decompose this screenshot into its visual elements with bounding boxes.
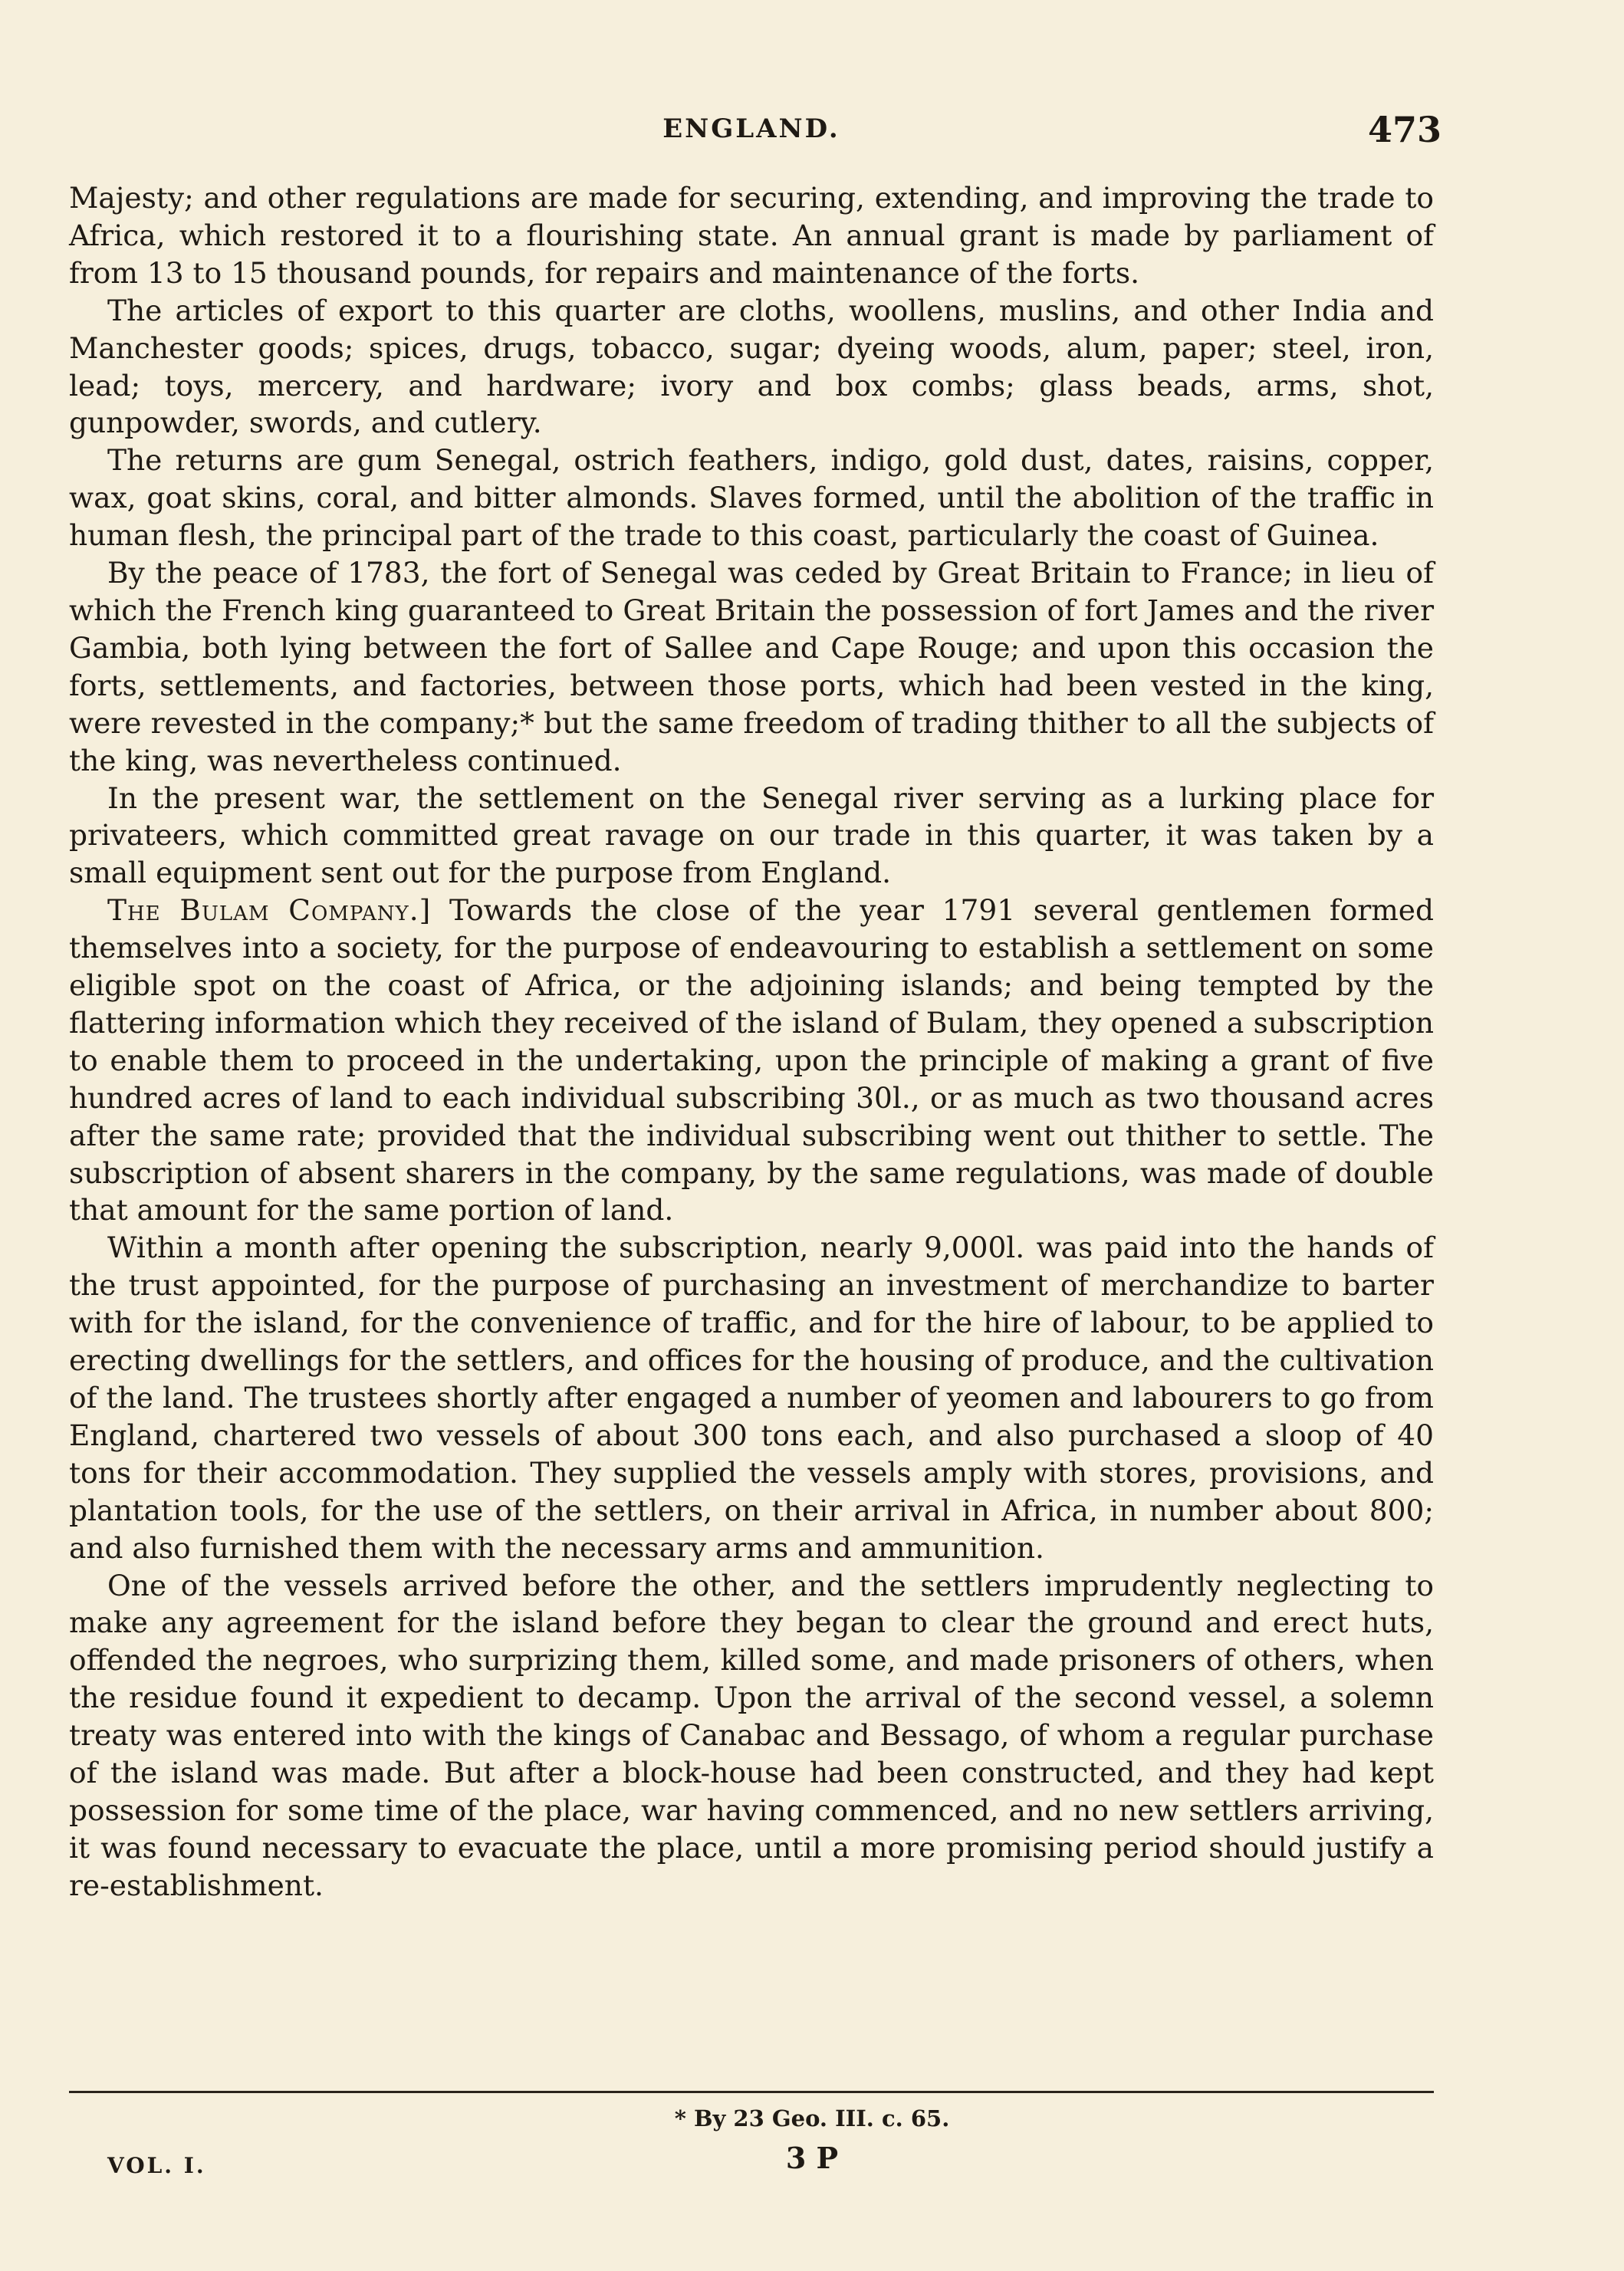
footnote: * By 23 Geo. III. c. 65. bbox=[674, 2105, 950, 2131]
section-heading: The Bulam Company.] bbox=[107, 893, 432, 928]
bulam-text: Towards the close of the year 1791 several gentlemen formed themselves into a society, for the purpose of endeavouring to establish a settlement on some eligible spot on the coast of Africa, or the adjoining islands; and being tempted by the flattering information which they received of the island of Bulam, they opened a subscription to enable them to proceed in the undertaking, upon the principle of making a grant of five hundred acres of land to each individual subscribing 30l., or as much as two thousand acres after the same rate; provided that the individual subscribing went out thither to settle. The subscription of absent sharers in the company, by the same regulations, was made of double that amount for the same portion of land. bbox=[69, 893, 1435, 1228]
paragraph: The articles of export to this quarter are cloths, woollens, muslins, and other India and Manchester goods; spices, drugs, tobacco, sugar; dyeing woods, alum, paper; steel, iron, lead; toys, mercery, and hardware; ivory and box combs; glass beads, arms, shot, gunpowder, swords, and cutlery. bbox=[69, 293, 1434, 440]
paragraph: The returns are gum Senegal, ostrich feathers, indigo, gold dust, dates, raisins, copper, wax, goat skins, coral, and bitter almonds. Slaves formed, until the abolition of the traffic in human flesh, the principal part of the trade to this coast, particularly the coast of Guinea. bbox=[69, 443, 1434, 553]
paragraph: Within a month after opening the subscription, nearly 9,000l. was paid into the hands of the trust appointed, for the purpose of purchasing an investment of merchandize to barter with for the island, for the convenience of traffic, and for the hire of labour, to be applied to erecting dwellings for the settlers, and offices for the housing of produce, and the cultivation of the land. The trustees shortly after engaged a number of yeomen and labourers to go from England, chartered two vessels of about 300 tons each, and also purchased a sloop of 40 tons for their accommodation. They supplied the vessels amply with stores, provisions, and plantation tools, for the use of the settlers, on their arrival in Africa, in number about 800; and also furnished them with the necessary arms and ammunition. bbox=[69, 1231, 1434, 1565]
paragraph: One of the vessels arrived before the other, and the settlers imprudently neglecting to make any agreement for the island before they began to clear the ground and erect huts, offended the negroes, who surprizing them, killed some, and made prisoners of others, when the residue found it expedient to decamp. Upon the arrival of the second vessel, a solemn treaty was entered into with the kings of Canabac and Bessago, of whom a regular purchase of the island was made. But after a block-house had been constructed, and they had kept possession for some time of the place, war having commenced, and no new settlers arriving, it was found necessary to evacuate the place, until a more promising period should justify a re-establishment. bbox=[69, 1568, 1434, 1902]
volume-mark: VOL. I. bbox=[107, 2153, 206, 2178]
page-number: 473 bbox=[1367, 109, 1442, 150]
body-text bbox=[69, 179, 1434, 1905]
footnote-rule bbox=[69, 2091, 1434, 2093]
paragraph: By the peace of 1783, the fort of Senegal was ceded by Great Britain to France; in lieu of which the French king guaranteed to Great Britain the possession of fort James and the river Gambia, both lying between the fort of Sallee and Cape Rouge; and upon this occasion the forts, settlements, and factories, between those ports, which had been vested in the king, were revested in the company;* but the same freedom of trading thither to all the subjects of the king, was nevertheless continued. bbox=[69, 556, 1434, 777]
bulam-paragraph bbox=[69, 892, 1434, 1229]
running-head bbox=[69, 109, 1442, 159]
running-title: ENGLAND. bbox=[662, 113, 840, 144]
paragraph: In the present war, the settlement on the Senegal river serving as a lurking place for privateers, which committed great ravage on our trade in this quarter, it was taken by a small equipment sent out for the purpose from England. bbox=[69, 781, 1434, 890]
signature-mark: 3 P bbox=[785, 2141, 839, 2175]
paragraph: Majesty; and other regulations are made for securing, extending, and improving the trade to Africa, which restored it to a flourishing state. An annual grant is made by parliament of from 13 to 15 thousand pounds, for repairs and maintenance of the forts. bbox=[69, 181, 1434, 290]
